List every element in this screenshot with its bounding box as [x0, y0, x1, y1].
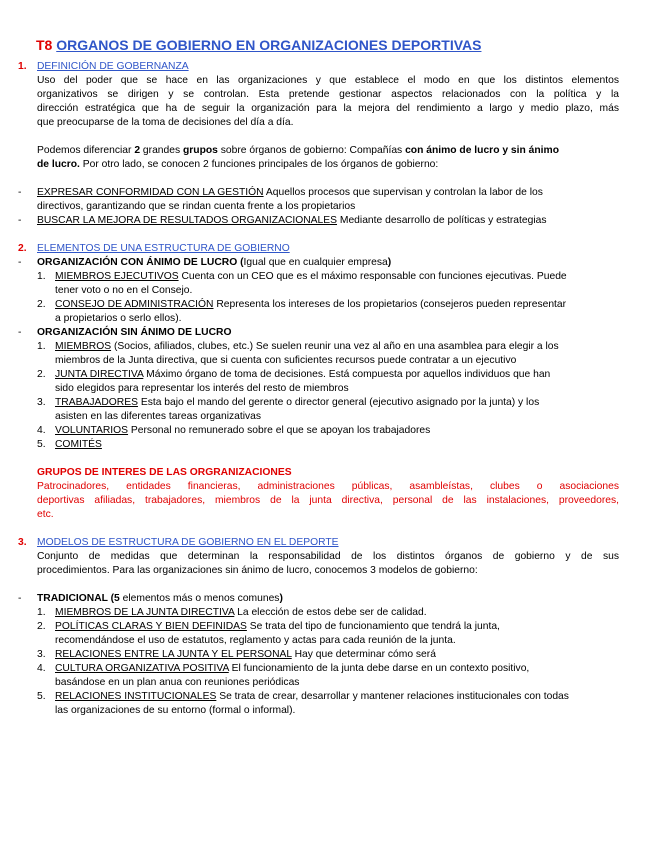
item-text: Personal no remunerado sobre el que se apoyan los trabajadores — [128, 425, 431, 436]
dash-bullet: - — [18, 327, 22, 338]
item-term: VOLUNTARIOS — [55, 425, 129, 436]
item-text: (Socios, afiliados, clubes, etc.) Se suelen reunir una vez al año en una asamblea para elegir a los — [111, 341, 559, 352]
interest-groups-heading: GRUPOS DE INTERES DE LAS ORGRANIZACIONES — [37, 467, 292, 478]
list-item — [55, 438, 102, 452]
text-run-bold: ) — [387, 257, 392, 268]
list-item-cont: a propietarios o serlo ellos). — [55, 313, 182, 324]
text-run-bold: grupos — [182, 145, 218, 156]
list-item-cont: miembros de la Junta directiva, que si cuenta con suficientes recursos puede contratar a un ejecutivo — [55, 355, 517, 366]
list-item — [55, 648, 436, 662]
item-term: JUNTA DIRECTIVA — [55, 369, 144, 380]
topic-number: T8 — [36, 37, 53, 53]
interest-groups-line: etc. — [37, 509, 54, 520]
s1-paragraph-line: que preocuparse de la toma de decisiones del día a día. — [37, 117, 294, 128]
list-number: 3. — [37, 397, 46, 408]
item-text: Esta bajo el mando del gerente o director general (ejecutivo asignado por la junta) y los — [137, 397, 540, 408]
list-item — [55, 662, 619, 676]
function-1-text: Aquellos procesos que supervisan y controlan la labor de los — [263, 187, 543, 198]
group-for-profit-label: ORGANIZACIÓN CON ÁNIMO DE LUCRO — [37, 257, 238, 268]
function-1-term: EXPRESAR CONFORMIDAD CON LA GESTIÓN — [37, 187, 264, 198]
text-run: Podemos diferenciar — [37, 145, 135, 156]
text-run-bold: ) — [279, 593, 283, 604]
group-for-profit — [37, 256, 391, 270]
list-item — [55, 424, 430, 438]
item-text: La elección de estos debe ser de calidad. — [234, 607, 427, 618]
item-term: POLÍTICAS CLARAS Y BIEN DEFINIDAS — [55, 621, 247, 632]
section-1-number: 1. — [18, 61, 27, 72]
section-3-heading: MODELOS DE ESTRUCTURA DE GOBIERNO EN EL DEPORTE — [37, 537, 339, 548]
text-run: elementos más o menos comunes — [119, 593, 280, 604]
text-run-bold: con ánimo de lucro y sin ánimo — [405, 145, 559, 156]
item-term: COMITÉS — [55, 439, 102, 450]
item-text: Se trata de crear, desarrollar y mantener relaciones institucionales con todas — [216, 691, 569, 702]
item-term: MIEMBROS — [55, 341, 112, 352]
dash-bullet: - — [18, 257, 22, 268]
list-number: 5. — [37, 439, 46, 450]
function-2-text: Mediante desarrollo de políticas y estrategias — [337, 215, 547, 226]
list-number: 3. — [37, 649, 46, 660]
text-run-bold: 5 — [114, 593, 120, 604]
text-run-bold: ( — [237, 257, 244, 268]
traditional-model — [37, 592, 283, 606]
s1-paragraph-line: organizativos se dirigen y se controlan. Esta pretende gestionar aspectos relacionados con la política y la — [37, 89, 619, 100]
traditional-label: TRADICIONAL — [37, 593, 108, 604]
list-number: 1. — [37, 271, 46, 282]
item-text: El funcionamiento de la junta debe darse en un contexto positivo, — [228, 663, 530, 674]
list-item — [55, 368, 619, 382]
item-term: MIEMBROS DE LA JUNTA DIRECTIVA — [55, 607, 235, 618]
list-number: 1. — [37, 341, 46, 352]
list-number: 2. — [37, 621, 46, 632]
text-run-bold: de lucro. — [37, 159, 80, 170]
list-item — [55, 340, 619, 354]
text-run-bold: 2 — [134, 145, 141, 156]
interest-groups-line: Patrocinadores, entidades financieras, administraciones públicas, asambleístas, clubes o asociaciones — [37, 481, 619, 492]
group-nonprofit-label: ORGANIZACIÓN SIN ÁNIMO DE LUCRO — [37, 327, 232, 338]
list-item — [55, 690, 619, 704]
list-number: 5. — [37, 691, 46, 702]
function-1 — [37, 186, 619, 200]
function-2 — [37, 214, 547, 228]
section-2-number: 2. — [18, 243, 27, 254]
dash-bullet: - — [18, 187, 22, 198]
item-term: RELACIONES INSTITUCIONALES — [55, 691, 217, 702]
text-run: grandes — [140, 145, 183, 156]
text-run: sobre órganos de gobierno: Compañías — [217, 145, 406, 156]
list-item — [55, 620, 619, 634]
s1-groups-line-2 — [37, 158, 438, 172]
text-run: Igual que en cualquier empresa — [243, 257, 388, 268]
list-number: 4. — [37, 663, 46, 674]
s1-paragraph-line: dirección estratégica que ha de seguir la organización para la mejora del rendimiento a largo y medio plazo, más — [37, 103, 619, 114]
item-text: Cuenta con un CEO que es el máximo responsable con funciones ejecutivas. Puede — [178, 271, 567, 282]
item-text: Hay que determinar cómo será — [291, 649, 436, 660]
item-term: RELACIONES ENTRE LA JUNTA Y EL PERSONAL — [55, 649, 292, 660]
item-term: TRABAJADORES — [55, 397, 138, 408]
list-item-cont: basándose en un plan anua con reuniones periódicas — [55, 677, 300, 688]
item-term: CULTURA ORGANIZATIVA POSITIVA — [55, 663, 229, 674]
interest-groups-line: deportivas afiliadas, trabajadores, miembros de la junta directiva, personal de las instalaciones, proveedores, — [37, 495, 619, 506]
list-item-cont: las organizaciones de su entorno (formal o informal). — [55, 705, 296, 716]
page-title — [36, 37, 481, 53]
text-run-bold: ( — [107, 593, 115, 604]
item-text: Representa los intereses de los propietarios (consejeros pueden representar — [213, 299, 567, 310]
item-text: Máximo órgano de toma de decisiones. Está compuesta por aquellos individuos que han — [143, 369, 551, 380]
section-2-heading: ELEMENTOS DE UNA ESTRUCTURA DE GOBIERNO — [37, 243, 290, 254]
item-term: MIEMBROS EJECUTIVOS — [55, 271, 179, 282]
list-item — [55, 270, 619, 284]
list-item-cont: sido elegidos para representar los interés del resto de miembros — [55, 383, 349, 394]
list-item-cont: asisten en las diferentes tareas organizativas — [55, 411, 262, 422]
dash-bullet: - — [18, 593, 22, 604]
topic-title: ORGANOS DE GOBIERNO EN ORGANIZACIONES DEPORTIVAS — [56, 37, 482, 53]
function-1-cont: directivos, garantizando que se rindan cuenta frente a los propietarios — [37, 201, 356, 212]
list-number: 2. — [37, 369, 46, 380]
item-term: CONSEJO DE ADMINISTRACIÓN — [55, 299, 214, 310]
list-item — [55, 606, 427, 620]
dash-bullet: - — [18, 215, 22, 226]
s3-paragraph-line: procedimientos. Para las organizaciones sin ánimo de lucro, conocemos 3 modelos de gobierno: — [37, 565, 478, 576]
list-item — [55, 298, 619, 312]
section-3-number: 3. — [18, 537, 27, 548]
list-item — [55, 396, 619, 410]
list-item-cont: recomendándose el uso de estatutos, reglamento y actas para cada reunión de la junta. — [55, 635, 456, 646]
function-2-term: BUSCAR LA MEJORA DE RESULTADOS ORGANIZACIONALES — [37, 215, 338, 226]
list-number: 1. — [37, 607, 46, 618]
section-1-heading: DEFINICIÓN DE GOBERNANZA — [37, 61, 189, 72]
s3-paragraph-line: Conjunto de medidas que determinan la responsabilidad de los distintos órganos de gobierno y de sus — [37, 551, 619, 562]
s1-groups-line — [37, 144, 619, 158]
text-run: Por otro lado, se conocen 2 funciones principales de los órganos de gobierno: — [79, 159, 439, 170]
item-text: Se trata del tipo de funcionamiento que tendrá la junta, — [246, 621, 500, 632]
list-number: 4. — [37, 425, 46, 436]
s1-paragraph-line: Uso del poder que se hace en las organizaciones y que establece el modo en que los distintos elementos — [37, 75, 619, 86]
list-number: 2. — [37, 299, 46, 310]
list-item-cont: tener voto o no en el Consejo. — [55, 285, 193, 296]
